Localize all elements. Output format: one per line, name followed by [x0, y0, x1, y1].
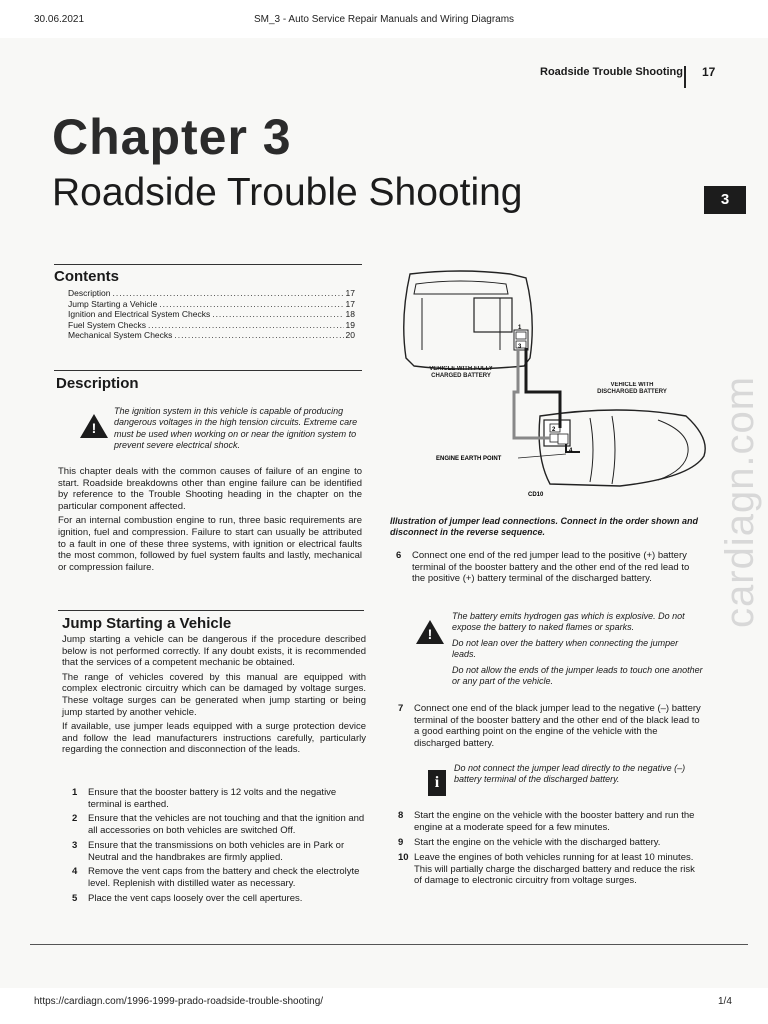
- print-title: SM_3 - Auto Service Repair Manuals and Wiring Diagrams: [253, 14, 515, 25]
- step-text: Ensure that the vehicles are not touching and that the ignition and all accessories on both vehicles are switched Off.: [88, 813, 365, 836]
- toc-entry-title: Mechanical System Checks: [68, 330, 173, 340]
- jump-starting-body: [62, 634, 366, 759]
- toc-leader: [212, 309, 343, 320]
- contents-list: [68, 288, 355, 341]
- description-warning: [114, 406, 362, 456]
- step-text: Start the engine on the vehicle with the discharged battery.: [414, 837, 661, 848]
- toc-entry-page: 17: [345, 298, 355, 309]
- step-7: [398, 703, 702, 751]
- step-text: Remove the vent caps from the battery and check the electrolyte level. Replenish with distilled water as necessary.: [88, 866, 360, 889]
- label-booster-vehicle: [424, 366, 498, 394]
- toc-entry-page: 20: [345, 330, 355, 340]
- contents-heading: Contents: [54, 268, 119, 285]
- toc-entry-title: Description: [68, 288, 111, 298]
- jumper-lead-diagram: [390, 268, 710, 508]
- step-text: Ensure that the booster battery is 12 volts and the negative terminal is earthed.: [88, 787, 337, 810]
- contents-rule: [54, 264, 362, 265]
- battery-warning-text: Do not allow the ends of the jumper leads to touch one another or any part of the vehicle.: [452, 664, 703, 687]
- toc-entry: [68, 320, 355, 331]
- toc-leader: [113, 288, 344, 299]
- description-rule: [54, 370, 362, 371]
- jump-starting-paragraph: The range of vehicles covered by this manual are equipped with complex electronic circuitry which can be damaged by voltage surges. These voltage surges can be generated when jump starting or being jump started by another vehicle.: [62, 671, 366, 718]
- step-10: [398, 852, 704, 900]
- lead-number-3: 3: [518, 344, 522, 350]
- step-text: Leave the engines of both vehicles running for at least 10 minutes. This will partially charge the discharged battery and reduce the risk of damage to electronic circuitry from voltage surges.: [414, 852, 695, 887]
- toc-entry-title: Ignition and Electrical System Checks: [68, 309, 211, 319]
- step-number: 7: [398, 703, 404, 714]
- toc-entry-page: 17: [345, 288, 355, 298]
- toc-entry: [68, 288, 355, 299]
- step-4: [72, 866, 368, 890]
- description-heading: Description: [56, 375, 139, 392]
- step-number: 3: [72, 840, 78, 851]
- info-note: [454, 763, 704, 790]
- step-9: [398, 837, 704, 849]
- step-text: Connect one end of the black jumper lead to the negative (–) battery terminal of the booster battery and the other end of the black lead to a good earthing point on the engine of the vehicle with the discharged battery.: [414, 703, 701, 749]
- toc-entry-page: 19: [345, 319, 355, 330]
- step-number: 6: [396, 550, 402, 561]
- warning-icon-mark: !: [427, 626, 433, 642]
- step-3: [72, 840, 368, 864]
- jump-starting-rule: [58, 610, 364, 611]
- info-icon: i: [428, 770, 446, 796]
- step-text: Ensure that the transmissions on both vehicles are in Park or Neutral and the handbrakes are firmly applied.: [88, 840, 345, 863]
- warning-icon-mark: !: [91, 420, 97, 436]
- page-bottom-rule: [30, 944, 748, 945]
- info-note-text: Do not connect the jumper lead directly to the negative (–) battery terminal of the discharged battery.: [454, 763, 686, 785]
- step-2: [72, 813, 368, 837]
- step-number: 5: [72, 893, 78, 904]
- label-discharged-vehicle: [594, 382, 670, 410]
- running-head-page-number: 17: [702, 65, 716, 79]
- jump-starting-paragraph: If available, use jumper leads equipped with a surge protection device and follow the lead manufacturers instructions carefully, particularly regarding the connection and disconnection of the leads.: [62, 721, 366, 756]
- label-discharged-vehicle-text: VEHICLE WITH DISCHARGED BATTERY: [597, 382, 667, 395]
- chapter-tab: 3: [704, 186, 746, 214]
- step-number: 4: [72, 866, 78, 877]
- step-text: Connect one end of the red jumper lead to the positive (+) battery terminal of the booster battery and the other end of the red lead to the positive (+) battery terminal of the discharged battery.: [412, 550, 690, 585]
- step-text: Start the engine on the vehicle with the booster battery and run the engine at a moderate speed for a few minutes.: [414, 810, 695, 833]
- toc-entry-page: 18: [345, 309, 355, 319]
- step-number: 2: [72, 813, 78, 824]
- jump-starting-heading: Jump Starting a Vehicle: [62, 615, 232, 632]
- step-1: [72, 787, 368, 811]
- lead-number-4: 4: [569, 448, 573, 454]
- toc-leader: [174, 330, 343, 341]
- step-number: 1: [72, 787, 78, 798]
- toc-leader: [159, 299, 343, 310]
- print-page-count: 1/4: [718, 996, 732, 1007]
- chapter-label: Chapter 3: [52, 109, 292, 165]
- battery-warning: [452, 611, 704, 691]
- step-8: [398, 810, 704, 834]
- label-engine-earth-point: ENGINE EARTH POINT: [436, 456, 502, 462]
- lead-number-2: 2: [552, 427, 556, 433]
- figure-code: CD10: [528, 492, 544, 498]
- step-number: 9: [398, 837, 404, 848]
- step-number: 8: [398, 810, 404, 821]
- lead-number-1: 1: [518, 325, 522, 331]
- step-number: 10: [398, 852, 409, 863]
- toc-entry: [68, 309, 355, 320]
- battery-warning-text: Do not lean over the battery when connecting the jumper leads.: [452, 637, 679, 660]
- toc-entry: [68, 330, 355, 341]
- print-url: https://cardiagn.com/1996-1999-prado-roadside-trouble-shooting/: [34, 996, 324, 1007]
- description-body: [58, 466, 362, 576]
- chapter-title: Roadside Trouble Shooting: [52, 171, 523, 214]
- description-paragraph: For an internal combustion engine to run, three basic requirements are ignition, fuel and compression. Failure to start can usually be attributed to a fault in one of these three systems, with ignition or electrical faults the most common, followed by fuel system faults and lastly, mechanical or compression failure.: [58, 515, 362, 573]
- print-date: 30.06.2021: [34, 14, 85, 25]
- jump-starting-paragraph: Jump starting a vehicle can be dangerous if the procedure described below is not performed correctly. If any doubt exists, it is recommended that the services of a competent mechanic be obtained.: [62, 634, 366, 669]
- step-text: Place the vent caps loosely over the cell apertures.: [88, 893, 303, 904]
- description-warning-text: The ignition system in this vehicle is capable of producing dangerous voltages in the high tension circuits. Extreme care must be used when working on or near the ignition system to prevent severe electrical shock.: [114, 406, 358, 451]
- toc-entry-title: Fuel System Checks: [68, 319, 146, 330]
- watermark: cardiagn.com: [718, 375, 762, 628]
- step-5: [72, 893, 368, 907]
- running-head-divider: [684, 66, 686, 88]
- toc-leader: [148, 320, 344, 331]
- toc-entry-title: Jump Starting a Vehicle: [68, 298, 158, 309]
- running-head-title: Roadside Trouble Shooting: [540, 66, 683, 78]
- label-booster-vehicle-text: VEHICLE WITH FULLY CHARGED BATTERY: [429, 366, 493, 379]
- description-paragraph: This chapter deals with the common causes of failure of an engine to start. Roadside breakdowns other than engine failure can be identified by reference to the Trouble Shooting heading in the chapter on the particular component affected.: [58, 466, 362, 512]
- step-6: [396, 550, 700, 598]
- toc-entry: [68, 299, 355, 310]
- figure-caption: Illustration of jumper lead connections. Connect in the order shown and disconnect in the reverse sequence.: [390, 516, 699, 538]
- battery-warning-text: The battery emits hydrogen gas which is explosive. Do not expose the battery to naked flames or sparks.: [452, 611, 685, 633]
